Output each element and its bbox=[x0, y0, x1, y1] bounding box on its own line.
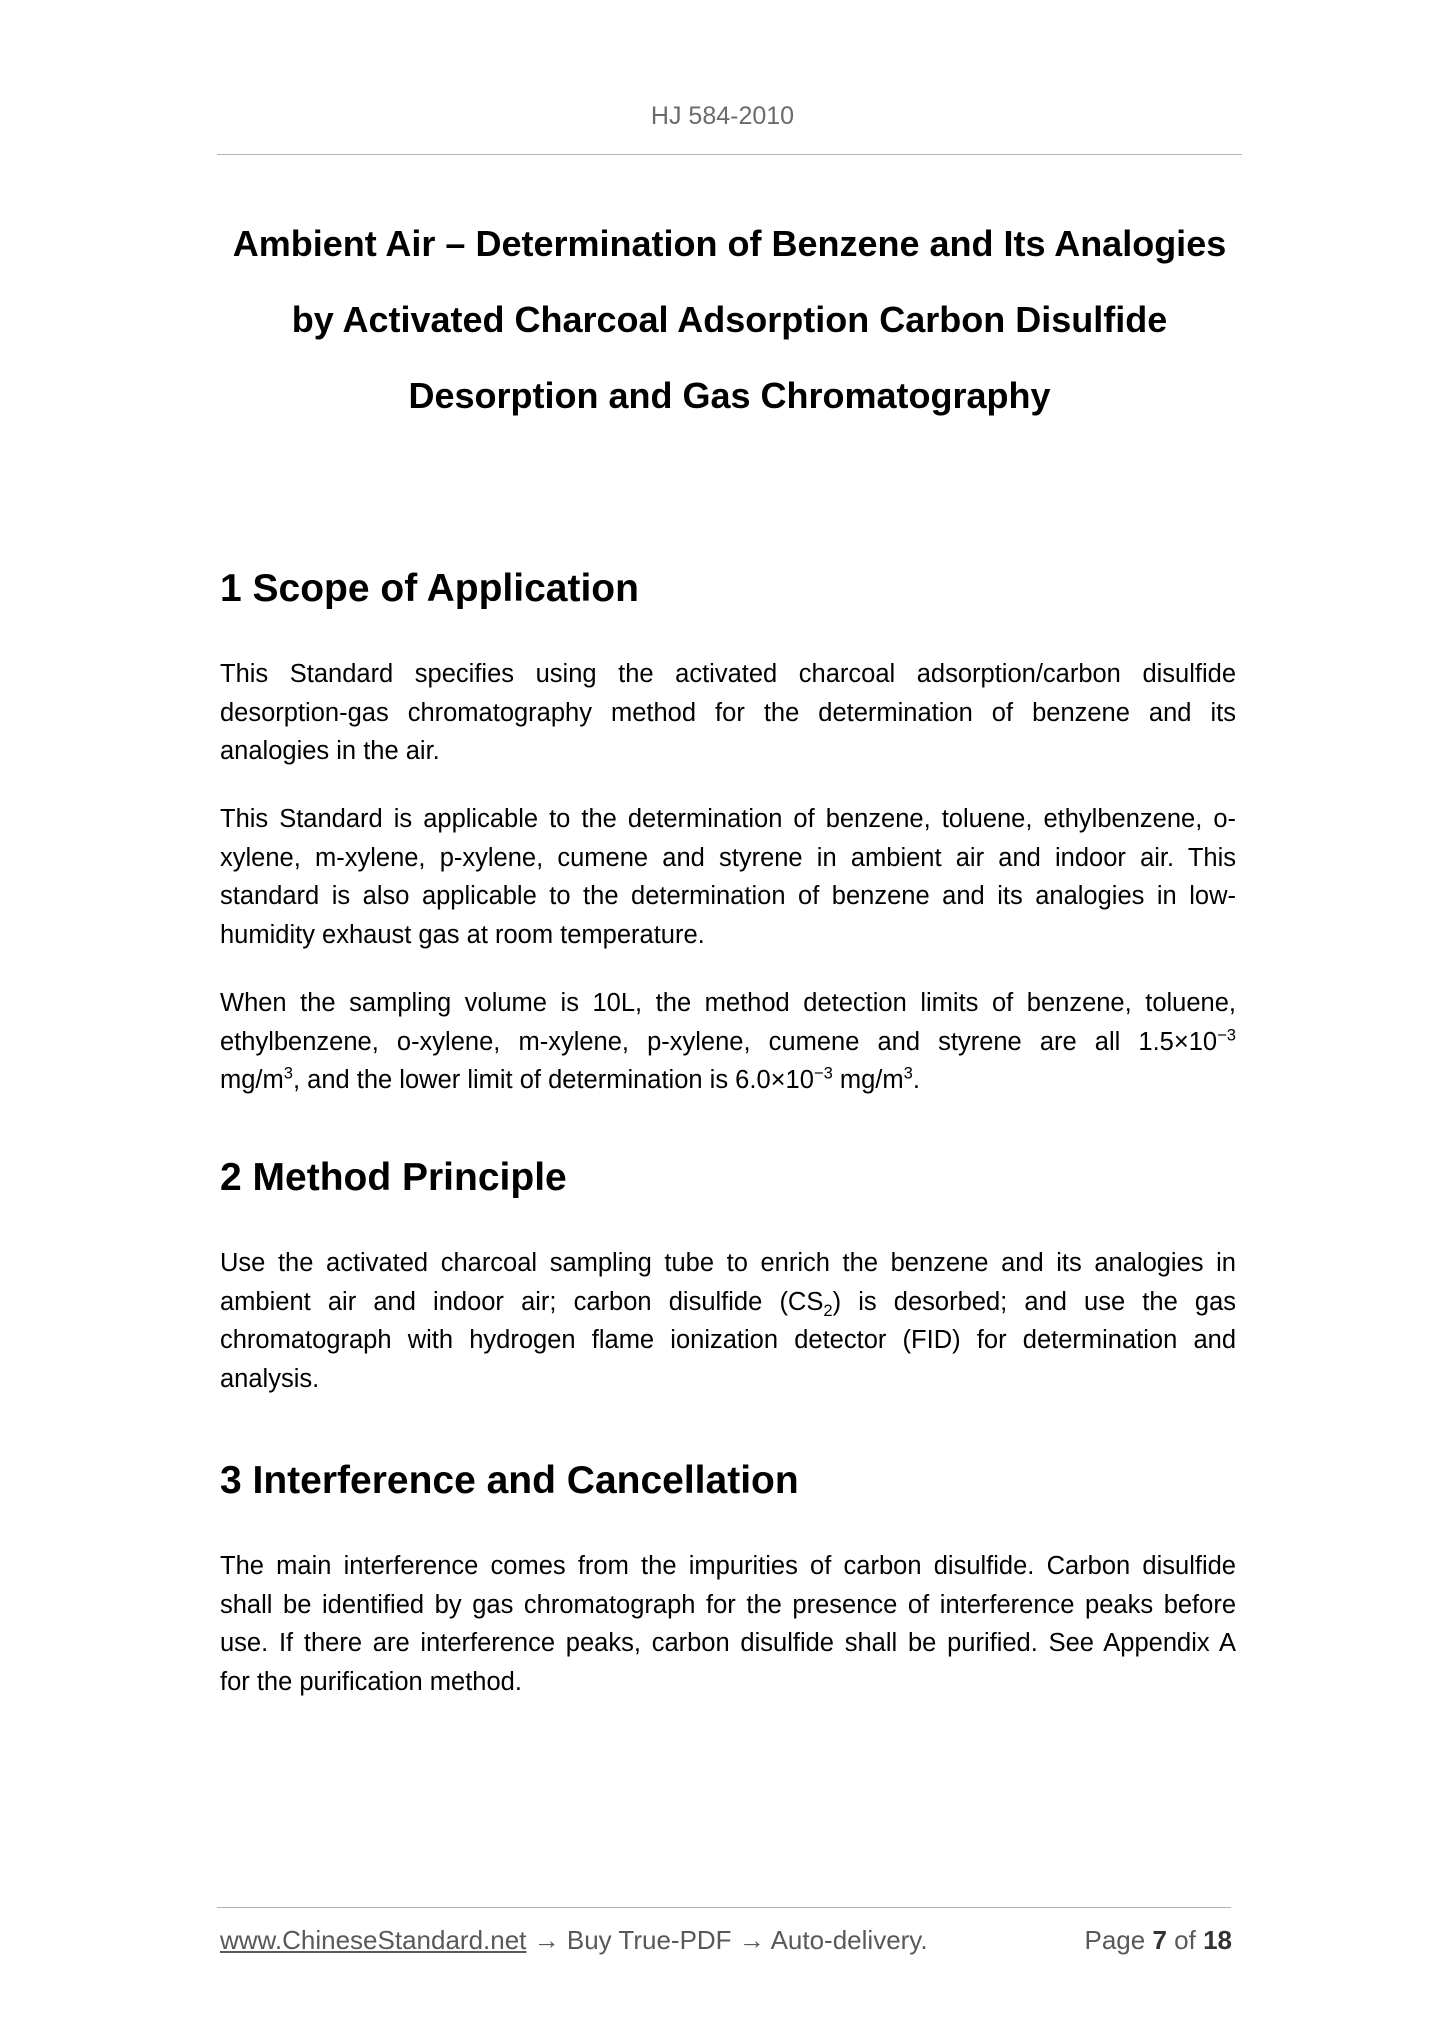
section-1-paragraph-3 bbox=[220, 984, 1236, 1100]
running-header: HJ 584-2010 bbox=[650, 102, 795, 130]
text-line: Use the activated charcoal sampling tube to enrich the benzene and its analogies in bbox=[220, 1249, 1236, 1277]
text-line: desorption-gas chromatography method for the determination of benzene and its bbox=[220, 698, 1236, 727]
superscript: −3 bbox=[1217, 1025, 1236, 1044]
text-run: mg/m bbox=[832, 1066, 904, 1094]
text-line: chromatograph with hydrogen flame ionization detector (FID) for determination and bbox=[220, 1326, 1236, 1354]
document-title bbox=[217, 206, 1242, 434]
text-run: ) is desorbed; and use the gas bbox=[832, 1287, 1237, 1316]
footer-promo-text: → Buy True-PDF → Auto-delivery. bbox=[526, 1925, 928, 1955]
text-line: shall be identified by gas chromatograph for the presence of interference peaks before bbox=[220, 1590, 1236, 1619]
text-line: analogies in the air. bbox=[220, 737, 440, 765]
text-line bbox=[220, 1023, 1236, 1062]
text-run: ethylbenzene, o-xylene, m-xylene, p-xylene, cumene and styrene are all 1.5×10 bbox=[220, 1027, 1218, 1056]
page-of-label: of bbox=[1174, 1925, 1196, 1955]
section-3-heading: 3 Interference and Cancellation bbox=[220, 1459, 799, 1502]
text-line bbox=[220, 1061, 1236, 1100]
page-current: 7 bbox=[1152, 1925, 1167, 1955]
page-total: 18 bbox=[1203, 1925, 1232, 1955]
superscript: 3 bbox=[903, 1063, 913, 1083]
superscript: −3 bbox=[813, 1063, 833, 1083]
page-label: Page bbox=[1084, 1925, 1146, 1955]
subscript: 2 bbox=[823, 1300, 833, 1320]
section-1-paragraph-1 bbox=[220, 655, 1236, 771]
text-line: This Standard specifies using the activated charcoal adsorption/carbon disulfide bbox=[220, 660, 1236, 688]
text-run: mg/m bbox=[220, 1066, 284, 1094]
text-line: standard is also applicable to the determination of benzene and its analogies in low- bbox=[220, 882, 1236, 910]
text-line: When the sampling volume is 10L, the method detection limits of benzene, toluene, bbox=[220, 989, 1236, 1017]
title-line-2: by Activated Charcoal Adsorption Carbon Disulfide bbox=[291, 299, 1168, 340]
text-line: analysis. bbox=[220, 1364, 320, 1393]
text-line: humidity exhaust gas at room temperature. bbox=[220, 920, 705, 949]
text-run: . bbox=[912, 1066, 920, 1094]
section-1-paragraph-2 bbox=[220, 800, 1236, 954]
title-line-1: Ambient Air – Determination of Benzene and Its Analogies bbox=[232, 223, 1227, 264]
text-run: , and the lower limit of determination is 6.0×10 bbox=[292, 1066, 814, 1094]
section-1-heading: 1 Scope of Application bbox=[220, 567, 639, 610]
text-line: xylene, m-xylene, p-xylene, cumene and styrene in ambient air and indoor air. This bbox=[220, 843, 1236, 872]
header-divider bbox=[217, 154, 1242, 155]
section-3-paragraph-1 bbox=[220, 1547, 1236, 1701]
footer-promo bbox=[220, 1922, 928, 1958]
section-2-heading: 2 Method Principle bbox=[220, 1156, 567, 1199]
page-number bbox=[1084, 1922, 1232, 1958]
website-link[interactable]: www.ChineseStandard.net bbox=[220, 1925, 527, 1955]
text-line: for the purification method. bbox=[220, 1667, 522, 1696]
text-line bbox=[220, 1283, 1236, 1322]
text-line: This Standard is applicable to the determination of benzene, toluene, ethylbenzene, o- bbox=[220, 805, 1236, 833]
superscript: 3 bbox=[283, 1063, 293, 1083]
section-2-paragraph-1 bbox=[220, 1244, 1236, 1398]
text-line: The main interference comes from the impurities of carbon disulfide. Carbon disulfide bbox=[220, 1552, 1236, 1580]
footer-divider bbox=[217, 1907, 1231, 1908]
title-line-3: Desorption and Gas Chromatography bbox=[408, 375, 1051, 416]
text-run: ambient air and indoor air; carbon disulfide (CS bbox=[220, 1287, 824, 1316]
text-line: use. If there are interference peaks, carbon disulfide shall be purified. See Appendix A bbox=[220, 1629, 1236, 1657]
